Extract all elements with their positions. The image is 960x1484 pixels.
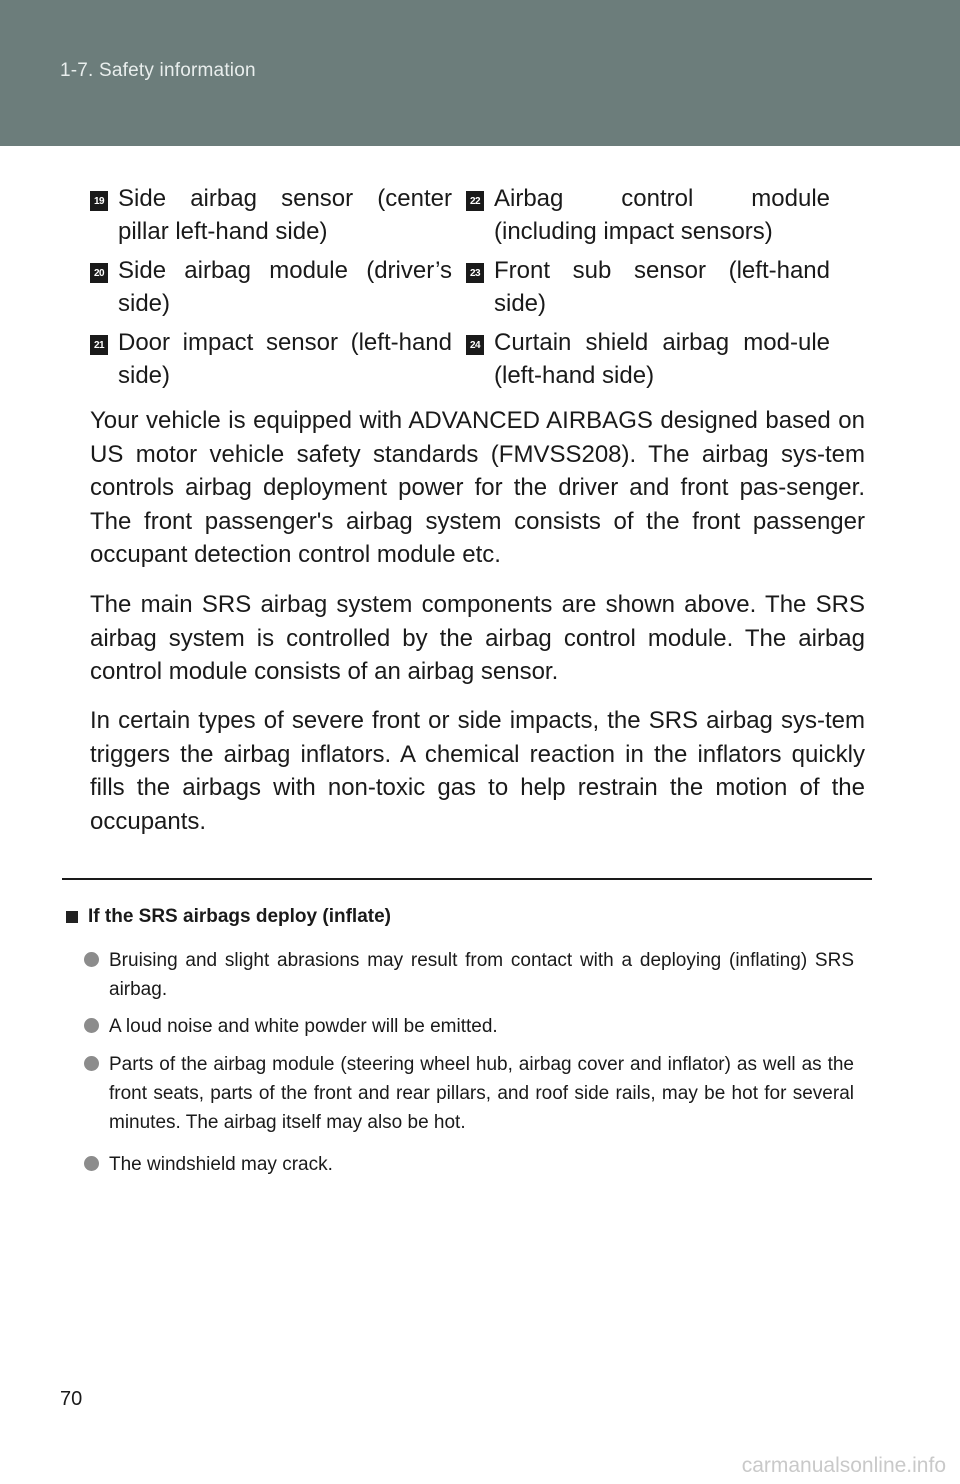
page-number: 70 bbox=[60, 1388, 83, 1410]
bullet-text: The windshield may crack. bbox=[109, 1154, 333, 1175]
legend-text: Door impact sensor (left-hand side) bbox=[118, 329, 452, 389]
body-paragraph-srs-components: The main SRS airbag system components are shown above. The SRS airbag system is controlled by the airbag control module. The airbag control module consists of an airbag sensor. bbox=[90, 591, 865, 685]
number-badge-20-icon: 20 bbox=[90, 263, 108, 283]
square-bullet-icon bbox=[66, 911, 78, 923]
circle-bullet-icon bbox=[84, 1056, 99, 1071]
number-badge-21-icon: 21 bbox=[90, 335, 108, 355]
legend-item-19 bbox=[90, 182, 460, 248]
circle-bullet-icon bbox=[84, 1156, 99, 1171]
legend-text: Side airbag sensor (center pillar left-hand side) bbox=[118, 185, 452, 245]
circle-bullet-icon bbox=[84, 1018, 99, 1033]
legend-item-23 bbox=[460, 254, 830, 320]
circle-bullet-icon bbox=[84, 952, 99, 967]
number-badge-23-icon: 23 bbox=[466, 263, 484, 283]
number-badge-24-icon: 24 bbox=[466, 335, 484, 355]
section-divider bbox=[62, 878, 872, 880]
page-header-bar bbox=[0, 0, 960, 146]
watermark: carmanualsonline.info bbox=[741, 1454, 946, 1477]
legend-text: Curtain shield airbag mod-ule (left-hand side) bbox=[494, 329, 830, 389]
legend-item-21 bbox=[90, 326, 460, 392]
legend-item-20 bbox=[90, 254, 460, 320]
note-bullet-windshield bbox=[84, 1150, 854, 1179]
note-bullet-noise bbox=[84, 1012, 854, 1041]
note-heading-text: If the SRS airbags deploy (inflate) bbox=[88, 906, 391, 927]
component-legend bbox=[90, 182, 830, 392]
note-heading bbox=[66, 906, 391, 928]
legend-text: Side airbag module (driver’s side) bbox=[118, 257, 452, 317]
legend-item-24 bbox=[460, 326, 830, 392]
legend-text: Airbag control module (including impact sensors) bbox=[494, 185, 830, 245]
body-paragraph-advanced-airbags: Your vehicle is equipped with ADVANCED AIRBAGS designed based on US motor vehicle safety standards (FMVSS208). The airbag sys-tem controls airbag deployment power for the driver and front pas-senger. The front passenger's airbag system consists of the front passenger occupant detection control module etc. bbox=[90, 407, 865, 568]
section-title: 1-7. Safety information bbox=[60, 60, 256, 81]
number-badge-19-icon: 19 bbox=[90, 191, 108, 211]
bullet-text: A loud noise and white powder will be emitted. bbox=[109, 1016, 498, 1037]
note-bullet-bruising bbox=[84, 946, 854, 1004]
bullet-text: Parts of the airbag module (steering wheel hub, airbag cover and inflator) as well as the front seats, parts of the front and rear pillars, and roof side rails, may be hot for several minutes. The airbag itself may also be hot. bbox=[109, 1054, 854, 1133]
body-paragraph-severe-impacts: In certain types of severe front or side impacts, the SRS airbag sys-tem triggers the airbag inflators. A chemical reaction in the inflators quickly fills the airbags with non-toxic gas to help restrain the motion of the occupants. bbox=[90, 707, 865, 835]
legend-text: Front sub sensor (left-hand side) bbox=[494, 257, 830, 317]
legend-item-22 bbox=[460, 182, 830, 248]
note-bullet-hot-parts bbox=[84, 1050, 854, 1137]
bullet-text: Bruising and slight abrasions may result from contact with a deploying (inflating) SRS airbag. bbox=[109, 950, 854, 1000]
number-badge-22-icon: 22 bbox=[466, 191, 484, 211]
